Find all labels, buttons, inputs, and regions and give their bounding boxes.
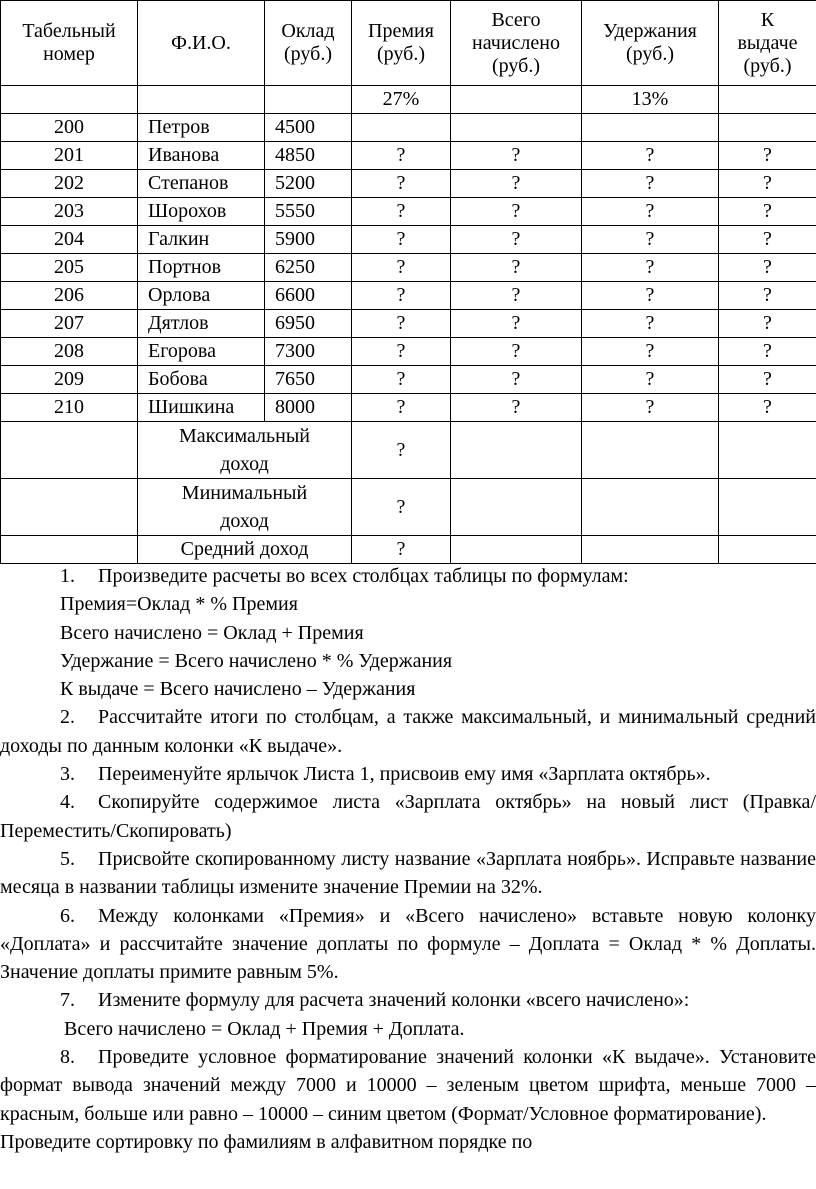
tab-number-cell: 202 <box>1 170 138 198</box>
table-cell <box>719 536 816 564</box>
name-cell: Шорохов <box>138 198 265 226</box>
table-cell <box>582 479 719 536</box>
bonus-cell: ? <box>352 366 451 394</box>
instruction-sort: Проведите сортировку по фамилиям в алфавитном порядке по <box>0 1130 533 1153</box>
salary-cell: 7650 <box>265 366 352 394</box>
salary-cell: 5900 <box>265 226 352 254</box>
table-row <box>1 282 816 310</box>
table-row <box>1 338 816 366</box>
table-cell <box>451 86 582 114</box>
table-cell <box>719 422 816 479</box>
table-cell <box>451 422 582 479</box>
deduction-percent-cell: 13% <box>582 86 719 114</box>
total-cell: ? <box>451 366 582 394</box>
total-cell: ? <box>451 226 582 254</box>
payout-cell: ? <box>719 338 816 366</box>
table-row <box>1 114 816 142</box>
avg-income-row <box>1 536 816 564</box>
deduction-cell: ? <box>582 366 719 394</box>
total-cell: ? <box>451 254 582 282</box>
tab-number-cell: 205 <box>1 254 138 282</box>
deduction-cell: ? <box>582 226 719 254</box>
tab-number-cell: 203 <box>1 198 138 226</box>
max-income-label: Максимальный доход <box>138 422 352 479</box>
deduction-cell: ? <box>582 142 719 170</box>
instruction-7-formula: Всего начислено = Оклад + Премия + Доплата. <box>64 1017 465 1040</box>
formula-total: Всего начислено = Оклад + Премия <box>60 621 364 644</box>
instruction-7: 7. Измените формулу для расчета значений колонки «всего начислено»: <box>60 989 690 1012</box>
total-cell: ? <box>451 338 582 366</box>
bonus-cell: ? <box>352 282 451 310</box>
table-row <box>1 142 816 170</box>
bonus-cell: ? <box>352 142 451 170</box>
payout-cell <box>719 114 816 142</box>
total-cell <box>451 114 582 142</box>
table-row <box>1 394 816 422</box>
table-row <box>1 310 816 338</box>
salary-cell: 6600 <box>265 282 352 310</box>
table-row <box>1 170 816 198</box>
tab-number-cell: 209 <box>1 366 138 394</box>
name-cell: Егорова <box>138 338 265 366</box>
instruction-5: 5. Присвойте скопированному листу название «Зарплата ноябрь». Исправьте название месяца в названии таблицы измените значение Премии на 32%. <box>0 847 816 899</box>
payout-cell: ? <box>719 282 816 310</box>
bonus-percent-cell: 27% <box>352 86 451 114</box>
tab-number-cell: 210 <box>1 394 138 422</box>
header-payout: К выдаче (руб.) <box>719 1 816 86</box>
header-deductions: Удержания (руб.) <box>582 1 719 86</box>
table-cell <box>582 536 719 564</box>
bonus-cell <box>352 114 451 142</box>
avg-income-label: Средний доход <box>138 536 352 564</box>
max-income-row <box>1 422 816 479</box>
table-row <box>1 226 816 254</box>
tab-number-cell: 200 <box>1 114 138 142</box>
salary-table <box>0 0 816 564</box>
table-cell <box>138 86 265 114</box>
deduction-cell <box>582 114 719 142</box>
payout-cell: ? <box>719 142 816 170</box>
salary-cell: 4500 <box>265 114 352 142</box>
instruction-1: 1. Произведите расчеты во всех столбцах таблицы по формулам: <box>60 565 629 587</box>
table-row <box>1 254 816 282</box>
bonus-cell: ? <box>352 170 451 198</box>
deduction-cell: ? <box>582 282 719 310</box>
employee-rows <box>1 114 816 422</box>
header-bonus: Премия (руб.) <box>352 1 451 86</box>
table-cell <box>1 422 138 479</box>
header-salary: Оклад (руб.) <box>265 1 352 86</box>
deduction-cell: ? <box>582 254 719 282</box>
bonus-cell: ? <box>352 338 451 366</box>
total-cell: ? <box>451 282 582 310</box>
bonus-cell: ? <box>352 254 451 282</box>
formula-deduction: Удержание = Всего начислено * % Удержания <box>60 649 453 672</box>
name-cell: Галкин <box>138 226 265 254</box>
table-cell <box>265 86 352 114</box>
total-cell: ? <box>451 310 582 338</box>
header-row <box>1 1 816 86</box>
instruction-8: 8. Проведите условное форматирование значений колонки «К выдаче». Установите формат вывода значений между 7000 и 10000 – зеленым цветом шрифта, меньше 7000 – красным, больше или равно – 10000 – синим цветом (Формат/Условное форматирование). <box>0 1046 816 1125</box>
table-cell <box>1 86 138 114</box>
tab-number-cell: 201 <box>1 142 138 170</box>
bonus-cell: ? <box>352 226 451 254</box>
table-row <box>1 198 816 226</box>
deduction-cell: ? <box>582 198 719 226</box>
table-cell <box>582 422 719 479</box>
table-cell <box>1 536 138 564</box>
deduction-cell: ? <box>582 394 719 422</box>
name-cell: Степанов <box>138 170 265 198</box>
payout-cell: ? <box>719 366 816 394</box>
instruction-3: 3. Переименуйте ярлычок Листа 1, присвоив ему имя «Зарплата октябрь». <box>60 763 711 786</box>
min-income-value: ? <box>352 479 451 536</box>
deduction-cell: ? <box>582 170 719 198</box>
table-cell <box>451 536 582 564</box>
name-cell: Бобова <box>138 366 265 394</box>
deduction-cell: ? <box>582 310 719 338</box>
instruction-2: 2. Рассчитайте итоги по столбцам, а также максимальный, и минимальный средний доходы по данным колонки «К выдаче». <box>0 706 816 757</box>
name-cell: Шишкина <box>138 394 265 422</box>
payout-cell: ? <box>719 394 816 422</box>
min-income-label: Минимальный доход <box>138 479 352 536</box>
formula-payout: К выдаче = Всего начислено – Удержания <box>60 678 416 701</box>
payout-cell: ? <box>719 170 816 198</box>
payout-cell: ? <box>719 310 816 338</box>
deduction-cell: ? <box>582 338 719 366</box>
payout-cell: ? <box>719 226 816 254</box>
table-cell <box>1 479 138 536</box>
table-cell <box>719 479 816 536</box>
tab-number-cell: 207 <box>1 310 138 338</box>
header-tab-number: Табельный номер <box>1 1 138 86</box>
total-cell: ? <box>451 198 582 226</box>
min-income-row <box>1 479 816 536</box>
name-cell: Петров <box>138 114 265 142</box>
tab-number-cell: 206 <box>1 282 138 310</box>
avg-income-value: ? <box>352 536 451 564</box>
bonus-cell: ? <box>352 198 451 226</box>
name-cell: Дятлов <box>138 310 265 338</box>
percent-row <box>1 86 816 114</box>
total-cell: ? <box>451 142 582 170</box>
salary-cell: 5200 <box>265 170 352 198</box>
payout-cell: ? <box>719 254 816 282</box>
payout-cell: ? <box>719 198 816 226</box>
header-total: Всего начислено (руб.) <box>451 1 582 86</box>
name-cell: Портнов <box>138 254 265 282</box>
bonus-cell: ? <box>352 394 451 422</box>
salary-cell: 8000 <box>265 394 352 422</box>
tab-number-cell: 204 <box>1 226 138 254</box>
header-fio: Ф.И.О. <box>138 1 265 86</box>
max-income-value: ? <box>352 422 451 479</box>
salary-cell: 7300 <box>265 338 352 366</box>
total-cell: ? <box>451 170 582 198</box>
salary-cell: 6250 <box>265 254 352 282</box>
total-cell: ? <box>451 394 582 422</box>
salary-cell: 4850 <box>265 142 352 170</box>
instruction-4: 4. Скопируйте содержимое листа «Зарплата октябрь» на новый лист (Правка/Переместить/Скопировать) <box>0 791 816 842</box>
table-cell <box>451 479 582 536</box>
tab-number-cell: 208 <box>1 338 138 366</box>
instructions <box>0 562 816 1156</box>
bonus-cell: ? <box>352 310 451 338</box>
salary-cell: 5550 <box>265 198 352 226</box>
salary-cell: 6950 <box>265 310 352 338</box>
table-cell <box>719 86 816 114</box>
name-cell: Иванова <box>138 142 265 170</box>
formula-bonus: Премия=Оклад * % Премия <box>60 593 298 616</box>
instruction-6: 6. Между колонками «Премия» и «Всего начислено» вставьте новую колонку «Доплата» и рассчитайте значение доплаты по формуле – Доплата = Оклад * % Доплаты. Значение доплаты примите равным 5%. <box>0 904 816 984</box>
table-row <box>1 366 816 394</box>
name-cell: Орлова <box>138 282 265 310</box>
